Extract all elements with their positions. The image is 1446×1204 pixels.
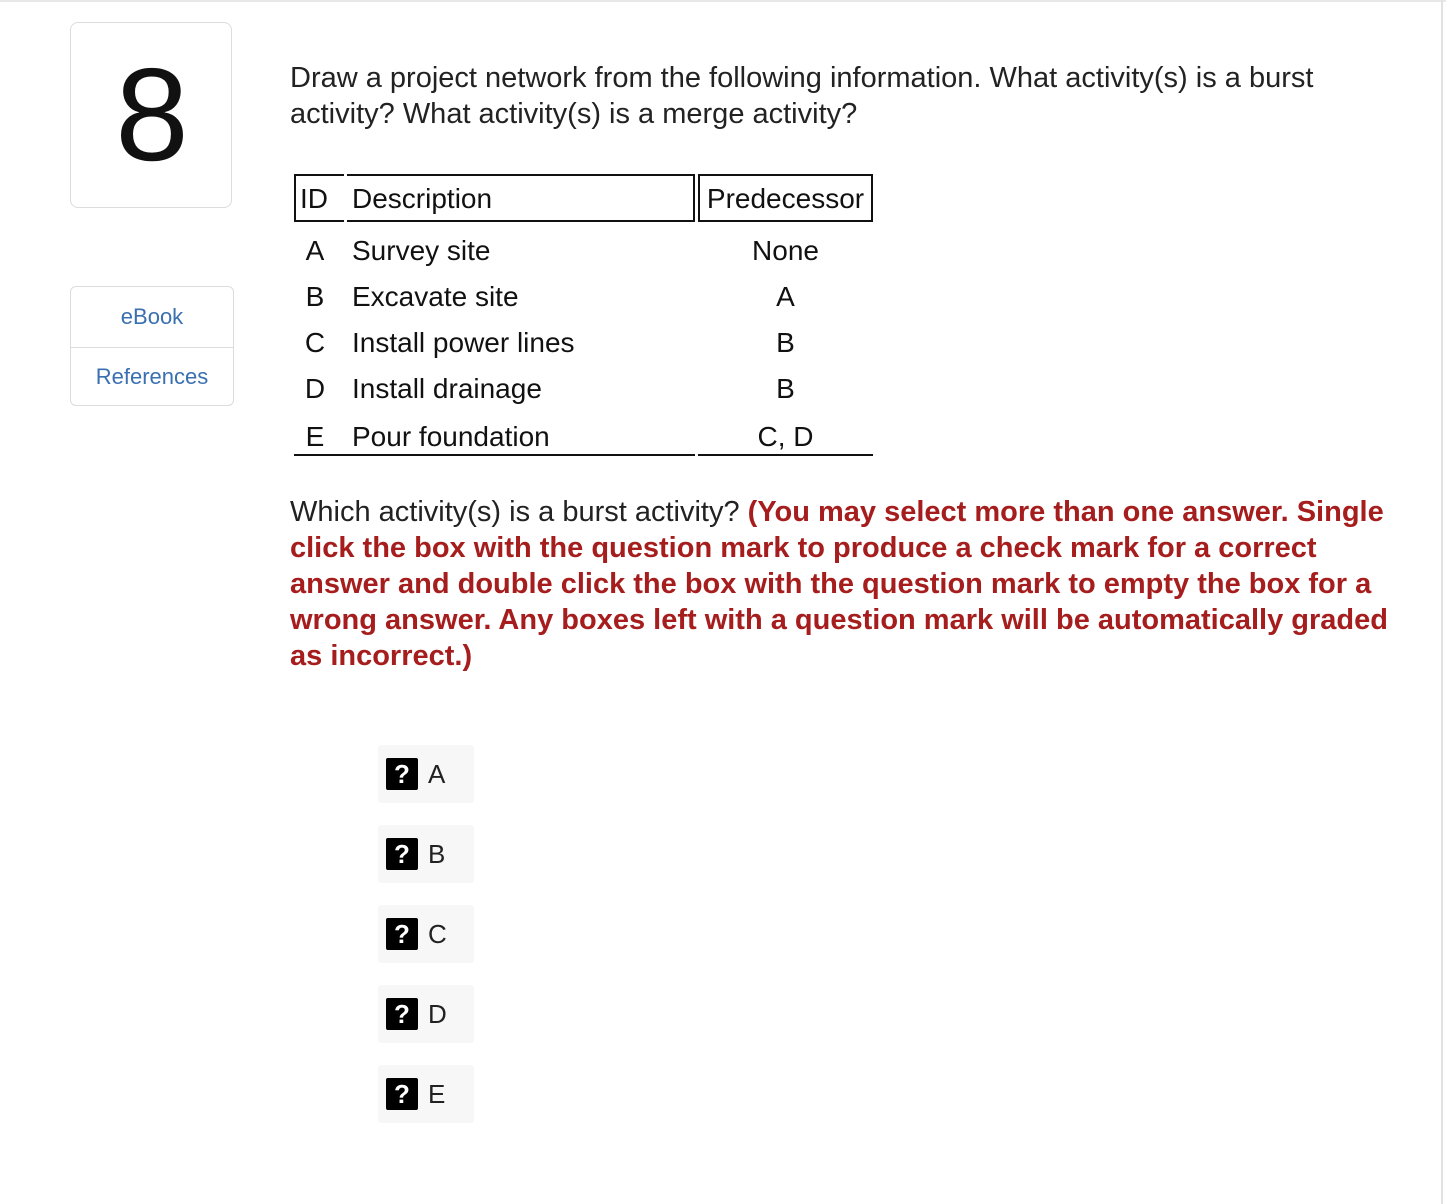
option-c[interactable] (378, 905, 474, 963)
row-a-predecessor: None (752, 235, 819, 266)
question-prompt: Draw a project network from the following information. What activity(s) is a burst activity? What activity(s) is a merge activity? (290, 62, 1314, 130)
option-d[interactable] (378, 985, 474, 1043)
row-e-description: Pour foundation (352, 421, 550, 452)
option-a[interactable] (378, 745, 474, 803)
row-e-predecessor: C, D (757, 421, 814, 452)
question-mark-box[interactable]: ? (386, 838, 418, 870)
references-link[interactable]: References (71, 347, 233, 406)
row-d-id: D (304, 373, 326, 404)
row-c-predecessor: B (776, 327, 795, 358)
option-label: B (428, 838, 446, 869)
table-header-predecessor: Predecessor (706, 183, 865, 214)
row-d-predecessor: B (776, 373, 795, 404)
row-b-description: Excavate site (352, 281, 519, 312)
question-number: 8 (115, 41, 187, 188)
option-label: D (428, 998, 447, 1029)
row-d-description: Install drainage (352, 373, 542, 404)
top-divider (0, 0, 1446, 2)
table-bottom-rule-right (698, 454, 873, 456)
option-label: A (428, 758, 446, 789)
row-c-id: C (304, 327, 326, 358)
option-b[interactable] (378, 825, 474, 883)
row-c-description: Install power lines (352, 327, 575, 358)
option-e[interactable] (378, 1065, 474, 1123)
table-header-description: Description (352, 183, 493, 214)
table-bottom-rule-left (294, 454, 695, 456)
question-mark-box[interactable]: ? (386, 998, 418, 1030)
row-a-id: A (305, 235, 325, 266)
question-number-card (70, 22, 232, 208)
row-a-description: Survey site (352, 235, 491, 266)
question-mark-box[interactable]: ? (386, 758, 418, 790)
row-e-id: E (305, 421, 325, 452)
question-mark-box[interactable]: ? (386, 918, 418, 950)
row-b-predecessor: A (776, 281, 795, 312)
resources-panel (70, 286, 234, 406)
burst-question (290, 494, 1420, 674)
option-label: E (428, 1078, 446, 1109)
burst-question-text: Which activity(s) is a burst activity? (290, 496, 740, 528)
option-label: C (428, 918, 447, 949)
question-mark-box[interactable]: ? (386, 1078, 418, 1110)
row-b-id: B (305, 281, 325, 312)
table-header-id: ID (300, 183, 328, 214)
right-divider (1441, 0, 1443, 1204)
answer-instructions: (You may select more than one answer. Single click the box with the question mark to produce a check mark for a correct answer and double click the box with the question mark to empty the box for a wrong answer. Any boxes left with a question mark will be automatically graded as incorrect.) (290, 496, 1388, 672)
ebook-link[interactable]: eBook (120, 304, 184, 329)
